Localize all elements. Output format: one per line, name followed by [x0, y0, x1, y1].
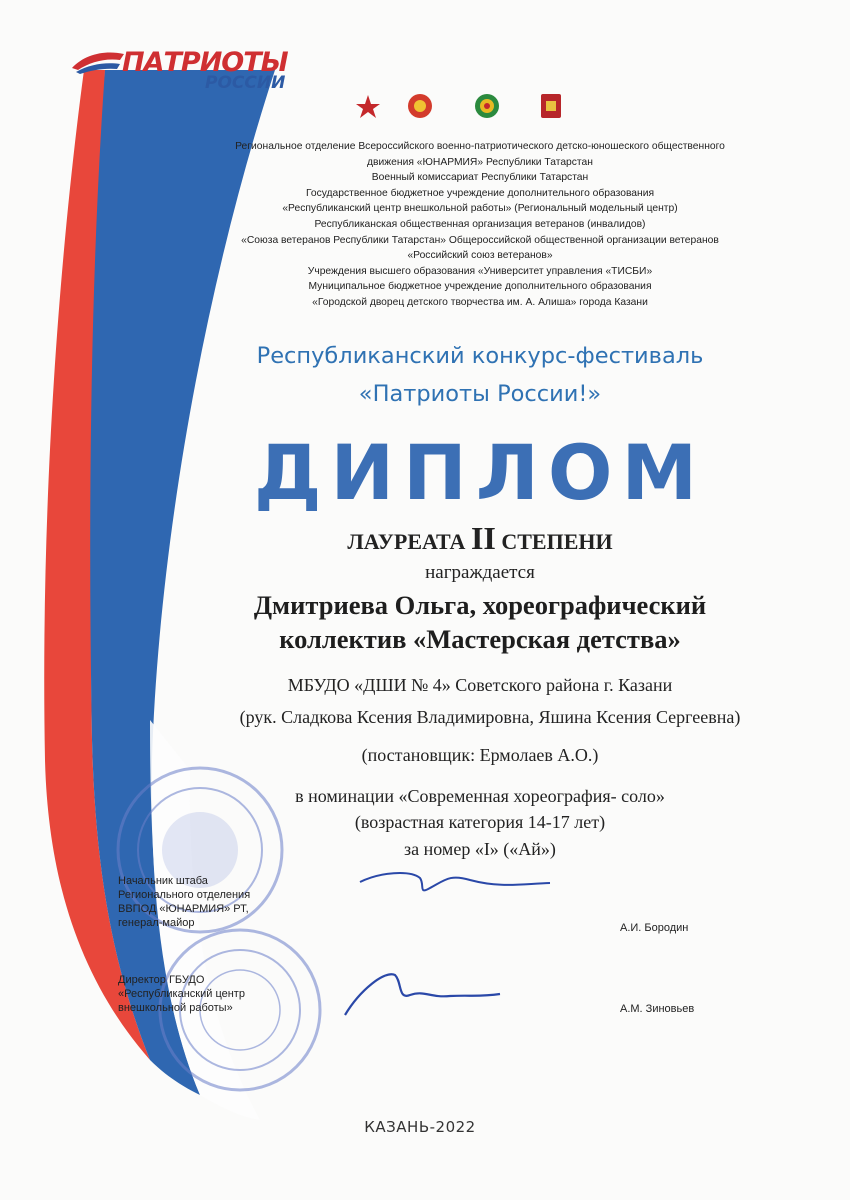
organizer-line: «Российский союз ветеранов»: [407, 250, 553, 262]
organizer-line: «Городской дворец детского творчества им. А. Алиша» города Казани: [312, 296, 648, 308]
organizer-line: Республиканская общественная организация ветеранов (инвалидов): [314, 218, 646, 230]
nomination-line: в номинации «Современная хореография- соло»: [295, 786, 665, 806]
laureate-prefix: ЛАУРЕАТА: [347, 529, 466, 554]
contest-line-2: «Патриоты России!»: [358, 381, 602, 407]
laureate-degree: [160, 520, 800, 557]
contest-line-1: Республиканский конкурс-фестиваль: [256, 343, 704, 369]
diploma-title: ДИПЛОМ: [253, 428, 707, 517]
signature-borodin: [360, 873, 550, 890]
organizer-line: «Республиканский центр внешкольной работы» (Региональный модельный центр): [282, 203, 678, 215]
star-emblem-icon: [355, 94, 381, 120]
recipient-name: [120, 588, 840, 656]
organizer-line: Муниципальное бюджетное учреждение дополнительного образования: [308, 281, 652, 293]
number-line: за номер «I» («Ай»): [404, 839, 556, 859]
leaders-line: (рук. Сладкова Ксения Владимировна, Яшина Ксения Сергеевна): [239, 707, 741, 727]
city-year: КАЗАНЬ-2022: [364, 1118, 476, 1136]
school-line: МБУДО «ДШИ № 4» Советского района г. Казани: [287, 675, 673, 695]
contest-title: [160, 337, 800, 413]
age-category-line: (возрастная категория 14-17 лет): [354, 812, 606, 832]
signatory-1-title: Начальник штаба Регионального отделения ВВПОД «ЮНАРМИЯ» РТ, генерал-майор: [118, 875, 251, 929]
laureate-suffix: СТЕПЕНИ: [501, 529, 613, 554]
organizer-line: Государственное бюджетное учреждение дополнительного образования: [305, 187, 655, 199]
logo-subtitle: РОССИИ: [205, 73, 286, 93]
coat-of-arms-emblem-icon: [407, 93, 433, 119]
organizer-line: Региональное отделение Всероссийского военно-патриотического детско-юношеского общественного: [235, 141, 725, 152]
organizer-line: «Союза ветеранов Республики Татарстан» Общероссийской общественной организации ветеранов: [241, 234, 719, 246]
recipient-line-2: коллектив «Мастерская детства»: [279, 624, 681, 654]
signatory-1-name: А.И. Бородин: [620, 922, 689, 934]
organizer-line: Учреждения высшего образования «Университет управления «ТИСБИ»: [307, 265, 653, 277]
signatory-2-title: Директор ГБУДО «Республиканский центр внешкольной работы»: [118, 974, 245, 1014]
recipient-line-1: Дмитриева Ольга, хореографический: [253, 590, 707, 620]
awarded-text: награждается: [425, 562, 535, 583]
signature-zinoviev: [345, 974, 500, 1015]
logo-flag-icon: [70, 46, 126, 76]
kazan-emblem-icon: [538, 93, 564, 119]
logo-title: ПАТРИОТЫ: [122, 47, 288, 78]
director-line: (постановщик: Ермолаев А.О.): [361, 745, 599, 765]
organizer-line: движения «ЮНАРМИЯ» Республики Татарстан: [367, 156, 593, 168]
signatory-2-name: А.М. Зиновьев: [620, 1003, 695, 1015]
organizer-line: Военный комиссариат Республики Татарстан: [371, 172, 589, 184]
organizers-list: [170, 139, 790, 311]
tatarstan-emblem-icon: [474, 93, 500, 119]
degree-number: II: [470, 520, 496, 556]
